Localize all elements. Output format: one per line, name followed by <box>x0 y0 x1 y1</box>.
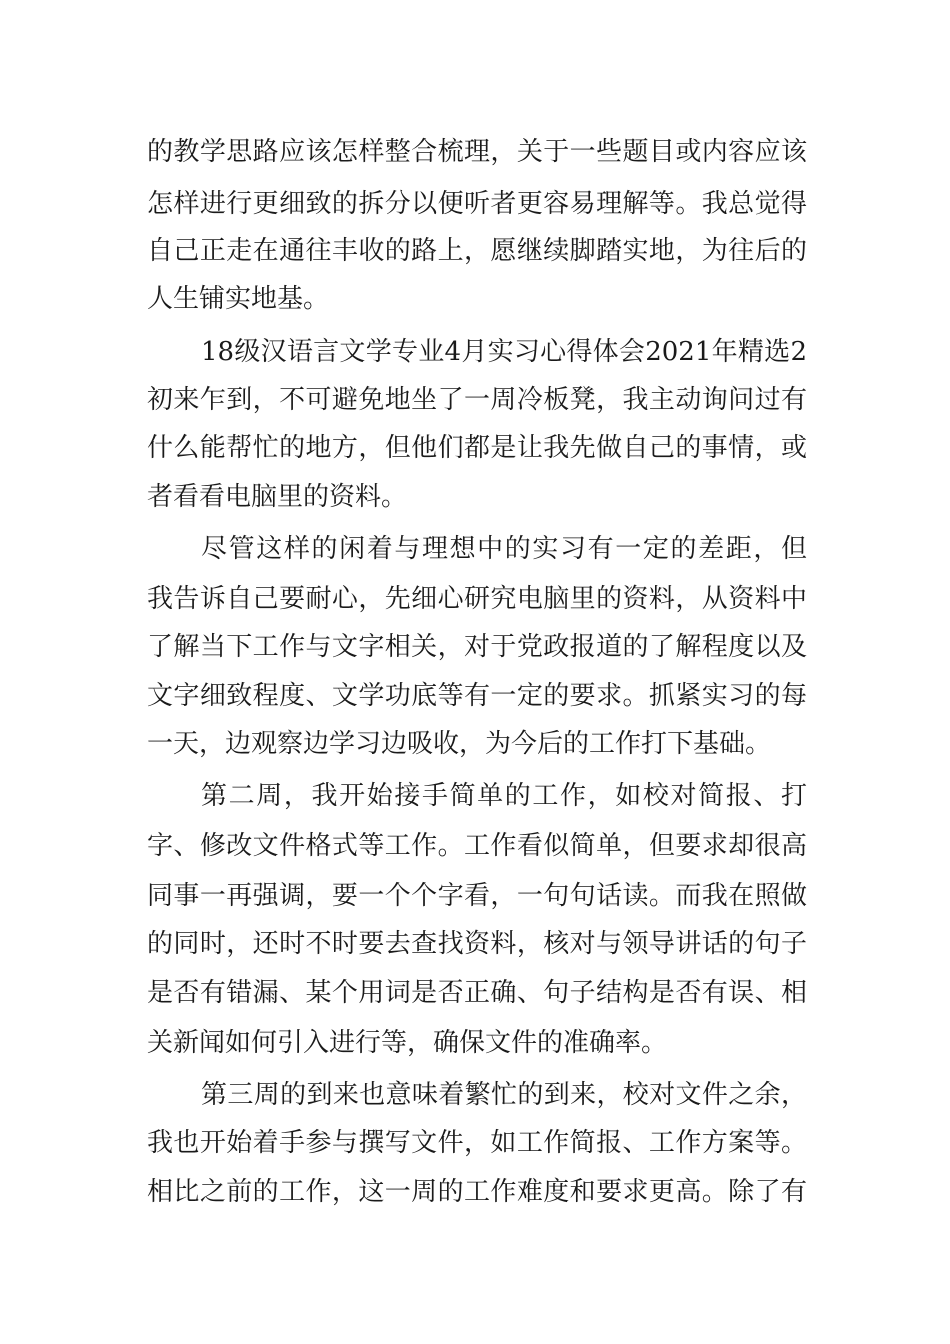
text-line: 第三周的到来也意味着繁忙的到来，校对文件之余， <box>201 1080 807 1110</box>
text-line: 了解当下工作与文字相关，对于党政报道的了解程度以及 <box>147 632 807 662</box>
section-heading: 18级汉语言文学专业4月实习心得体会2021年精选2 <box>201 337 807 367</box>
text-line: 字、修改文件格式等工作。工作看似简单，但要求却很高 <box>147 831 807 861</box>
text-line: 的同时，还时不时要去查找资料，核对与领导讲话的句子 <box>147 929 807 959</box>
text-line: 初来乍到，不可避免地坐了一周冷板凳，我主动询问过有 <box>147 385 807 415</box>
text-line: 什么能帮忙的地方，但他们都是让我先做自己的事情，或 <box>147 433 807 463</box>
text-line: 关新闻如何引入进行等，确保文件的准确率。 <box>147 1028 668 1058</box>
text-line: 人生铺实地基。 <box>147 284 330 314</box>
text-line: 第二周，我开始接手简单的工作，如校对简报、打 <box>201 781 807 811</box>
text-line: 相比之前的工作，这一周的工作难度和要求更高。除了有 <box>147 1177 807 1207</box>
text-line: 我也开始着手参与撰写文件，如工作简报、工作方案等。 <box>147 1128 807 1158</box>
text-line: 文字细致程度、文学功底等有一定的要求。抓紧实习的每 <box>147 681 807 711</box>
text-line: 我告诉自己要耐心，先细心研究电脑里的资料，从资料中 <box>147 584 807 614</box>
text-line: 者看看电脑里的资料。 <box>147 482 408 512</box>
text-line: 尽管这样的闲着与理想中的实习有一定的差距，但 <box>201 534 807 564</box>
text-line: 怎样进行更细致的拆分以便听者更容易理解等。我总觉得 <box>147 189 807 219</box>
text-line: 的教学思路应该怎样整合梳理，关于一些题目或内容应该 <box>147 137 807 167</box>
text-line: 一天，边观察边学习边吸收，为今后的工作打下基础。 <box>147 729 772 759</box>
text-line: 同事一再强调，要一个个字看，一句句话读。而我在照做 <box>147 881 807 911</box>
text-line: 是否有错漏、某个用词是否正确、句子结构是否有误、相 <box>147 978 807 1008</box>
text-line: 自己正走在通往丰收的路上，愿继续脚踏实地，为往后的 <box>147 236 807 266</box>
